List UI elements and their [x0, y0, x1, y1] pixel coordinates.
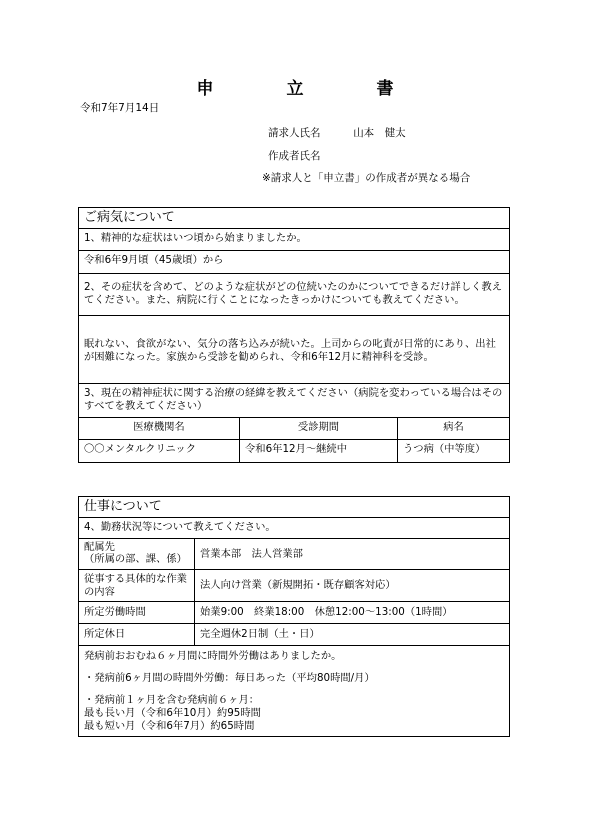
- author-note: ※請求人と「申立書」の作成者が異なる場合: [262, 172, 471, 184]
- document-title: 申 立 書: [196, 79, 422, 99]
- overtime-block: [79, 646, 509, 736]
- treatment-table-header: [79, 418, 509, 440]
- question-1: 1、精神的な症状はいつ頃から始まりましたか。: [79, 229, 509, 251]
- hours-value: 始業9:00 終業18:00 休憩12:00～13:00（1時間）: [194, 602, 509, 623]
- department-label: 配属先 （所属の部、課、係）: [84, 541, 187, 565]
- work-section: [78, 496, 510, 737]
- overtime-bullet-2-title: ・発病前１ヶ月を含む発病前６ヶ月：: [84, 694, 260, 706]
- visit-period: 令和6年12月～継続中: [239, 440, 397, 462]
- column-header-clinic: 医療機関名: [133, 421, 185, 433]
- duties-value: 法人向け営業（新規開拓・既存顧客対応）: [194, 570, 509, 601]
- column-header-period: 受診期間: [239, 418, 397, 439]
- question-4: 4、勤務状況等について教えてください。: [79, 518, 509, 539]
- illness-heading: ご病気について: [79, 208, 509, 229]
- overtime-shortest-month: 最も短い月（令和6年7月）約65時間: [84, 720, 255, 732]
- work-row-duties: [79, 570, 509, 602]
- overtime-bullet-1: ・発病前6ヶ月間の時間外労働：毎日あった（平均80時間/月）: [84, 672, 375, 684]
- illness-section: [78, 207, 510, 463]
- question-2: 2、その症状を含めて、どのような症状がどの位続いたのかについてできるだけ詳しく教えてください。また、病院に行くことになったきっかけについても教えてください。: [79, 274, 509, 316]
- holidays-label: 所定休日: [84, 628, 126, 640]
- clinic-name: 〇〇メンタルクリニック: [84, 443, 197, 455]
- answer-2: 眠れない、食欲がない、気分の落ち込みが続いた。上司からの叱責が日常的にあり、出社が困難になった。家族から受診を勧められ、令和6年12月に精神科を受診。: [79, 316, 509, 384]
- document-date: 令和7年7月14日: [80, 102, 160, 114]
- table-row: [79, 440, 509, 462]
- duties-label: 従事する具体的な作業の内容: [84, 573, 187, 598]
- work-row-department: [79, 539, 509, 570]
- work-row-holidays: [79, 624, 509, 646]
- question-5: 発病前おおむね６ヶ月間に時間外労働はありましたか。: [84, 650, 342, 662]
- diagnosis: うつ病（中等度）: [397, 440, 509, 462]
- work-heading: 仕事について: [79, 497, 509, 518]
- author-row: [268, 148, 321, 163]
- holidays-value: 完全週休2日制（土・日）: [194, 624, 509, 645]
- column-header-diagnosis: 病名: [397, 418, 509, 439]
- work-row-hours: [79, 602, 509, 624]
- claimant-row: [268, 125, 406, 140]
- question-3: 3、現在の精神症状に関する治療の経緯を教えてください（病院を変わっている場合はそのすべてを教えてください）: [79, 384, 509, 418]
- claimant-name: 山本 健太: [353, 127, 406, 139]
- author-label: 作成者氏名: [268, 150, 321, 162]
- department-value: 営業本部 法人営業部: [194, 539, 509, 569]
- answer-1: 令和6年9月頃（45歳頃）から: [79, 251, 509, 274]
- hours-label: 所定労働時間: [84, 606, 146, 618]
- claimant-label: 請求人氏名: [268, 127, 321, 139]
- overtime-longest-month: 最も長い月（令和6年10月）約95時間: [84, 707, 261, 719]
